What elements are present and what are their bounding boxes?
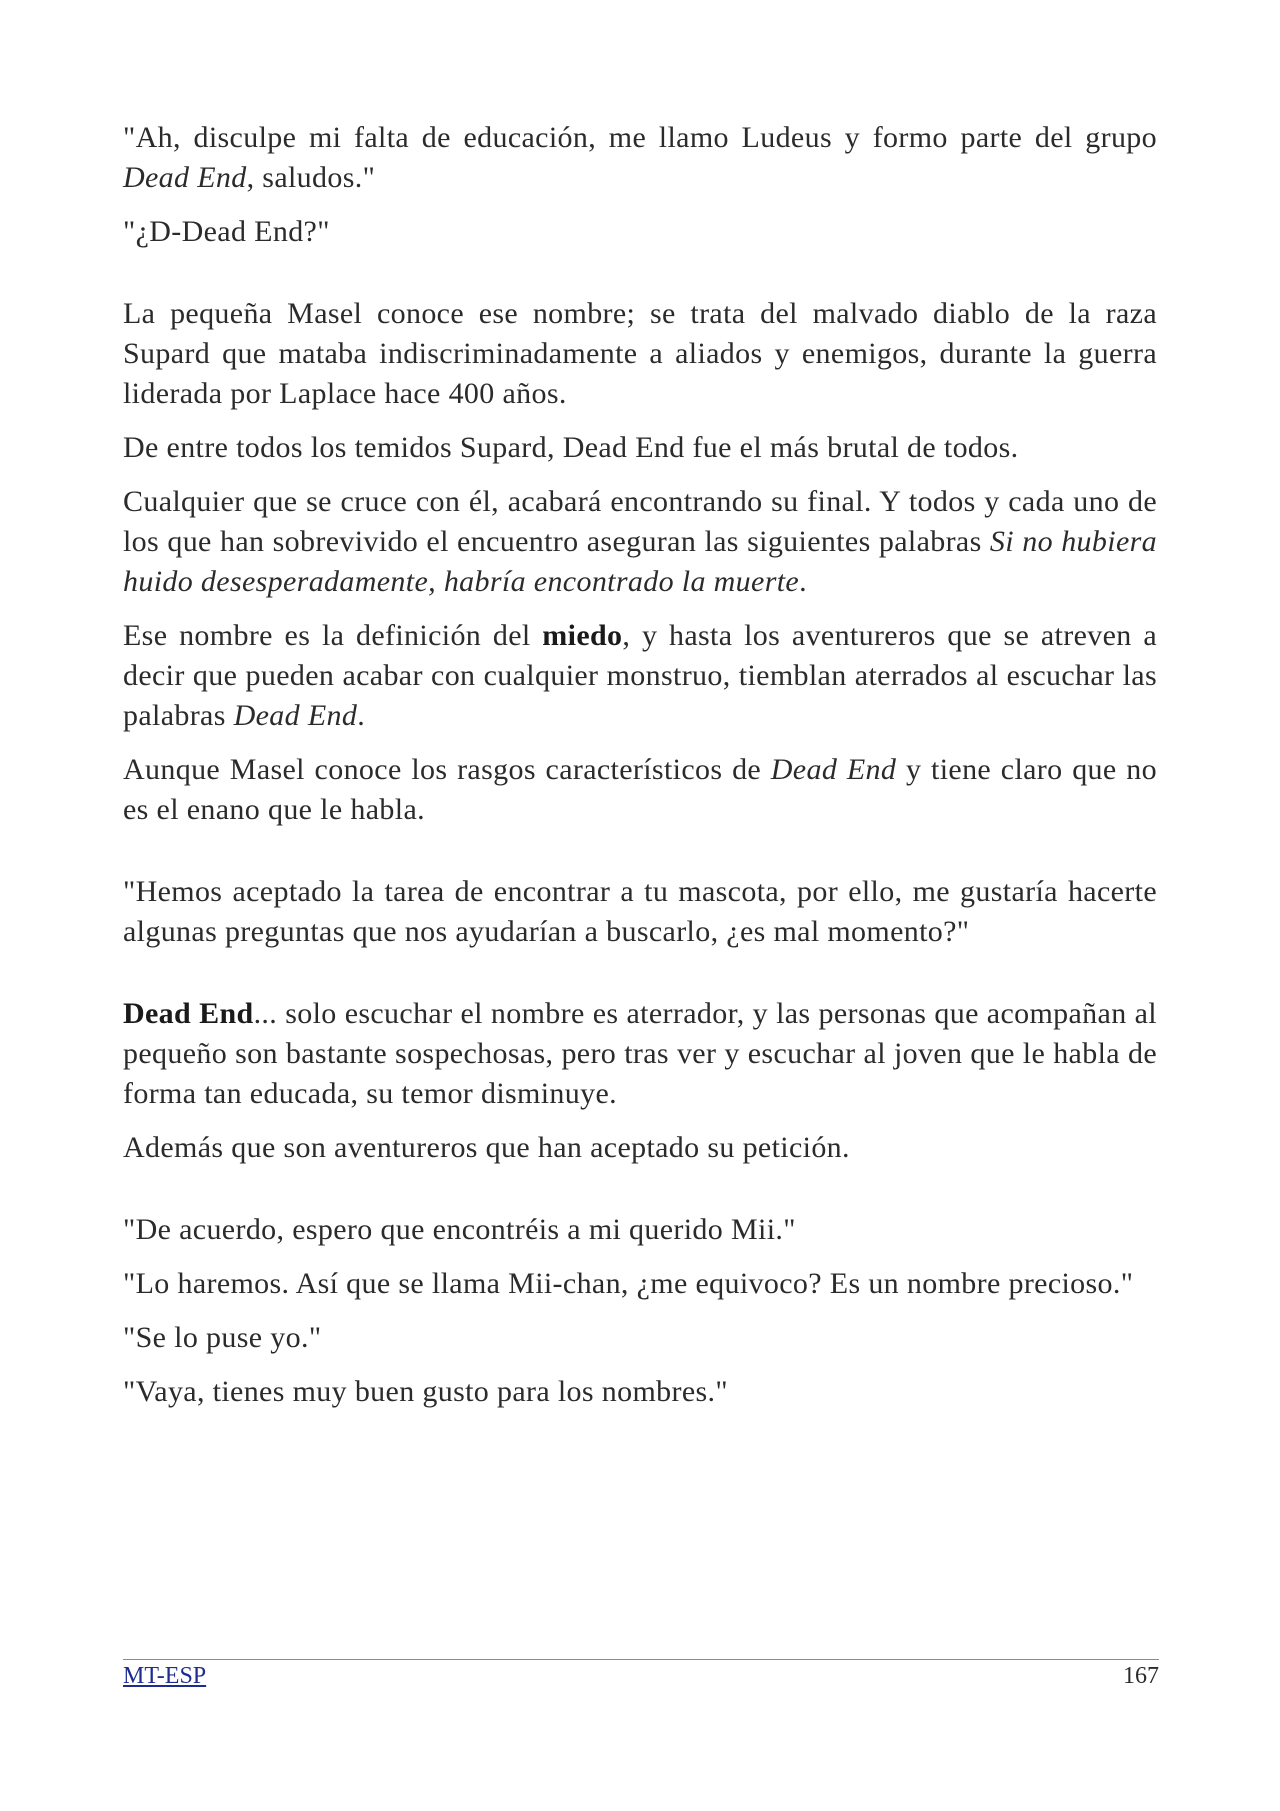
paragraph: Dead End... solo escuchar el nombre es aterrador, y las personas que acompañan al pequeño son bastante sospechosas, pero tras ver y escuchar al joven que le habla de forma tan educada, su temor disminuye. bbox=[123, 997, 1157, 1110]
paragraph: "Se lo puse yo." bbox=[123, 1321, 322, 1354]
paragraph: "De acuerdo, espero que encontréis a mi querido Mii." bbox=[123, 1213, 796, 1246]
page-body bbox=[123, 118, 1157, 1412]
paragraph: La pequeña Masel conoce ese nombre; se trata del malvado diablo de la raza Supard que mataba indiscriminadamente a aliados y enemigos, durante la guerra liderada por Laplace hace 400 años. bbox=[123, 297, 1157, 410]
paragraph: Cualquier que se cruce con él, acabará encontrando su final. Y todos y cada uno de los que han sobrevivido el encuentro aseguran las siguientes palabras Si no hubiera huido desesperadamente, habría encontrado la muerte. bbox=[123, 485, 1157, 598]
paragraph: "Vaya, tienes muy buen gusto para los nombres." bbox=[123, 1375, 728, 1408]
paragraph: "Ah, disculpe mi falta de educación, me llamo Ludeus y formo parte del grupo Dead End, saludos." bbox=[123, 121, 1157, 194]
footer-divider bbox=[123, 1659, 1159, 1660]
paragraph: Ese nombre es la definición del miedo, y hasta los aventureros que se atreven a decir que pueden acabar con cualquier monstruo, tiemblan aterrados al escuchar las palabras Dead End. bbox=[123, 619, 1158, 732]
paragraph: "Hemos aceptado la tarea de encontrar a tu mascota, por ello, me gustaría hacerte algunas preguntas que nos ayudarían a buscarlo, ¿es mal momento?" bbox=[123, 875, 1157, 948]
paragraph: Además que son aventureros que han aceptado su petición. bbox=[123, 1131, 850, 1164]
paragraph: "Lo haremos. Así que se llama Mii-chan, ¿me equivoco? Es un nombre precioso." bbox=[123, 1267, 1134, 1300]
page-number: 167 bbox=[1123, 1663, 1159, 1689]
footer-site-link[interactable]: MT-ESP bbox=[123, 1663, 207, 1689]
paragraph: "¿D-Dead End?" bbox=[123, 215, 330, 248]
paragraph: De entre todos los temidos Supard, Dead End fue el más brutal de todos. bbox=[123, 431, 1019, 464]
paragraph: Aunque Masel conoce los rasgos característicos de Dead End y tiene claro que no es el enano que le habla. bbox=[123, 753, 1157, 826]
